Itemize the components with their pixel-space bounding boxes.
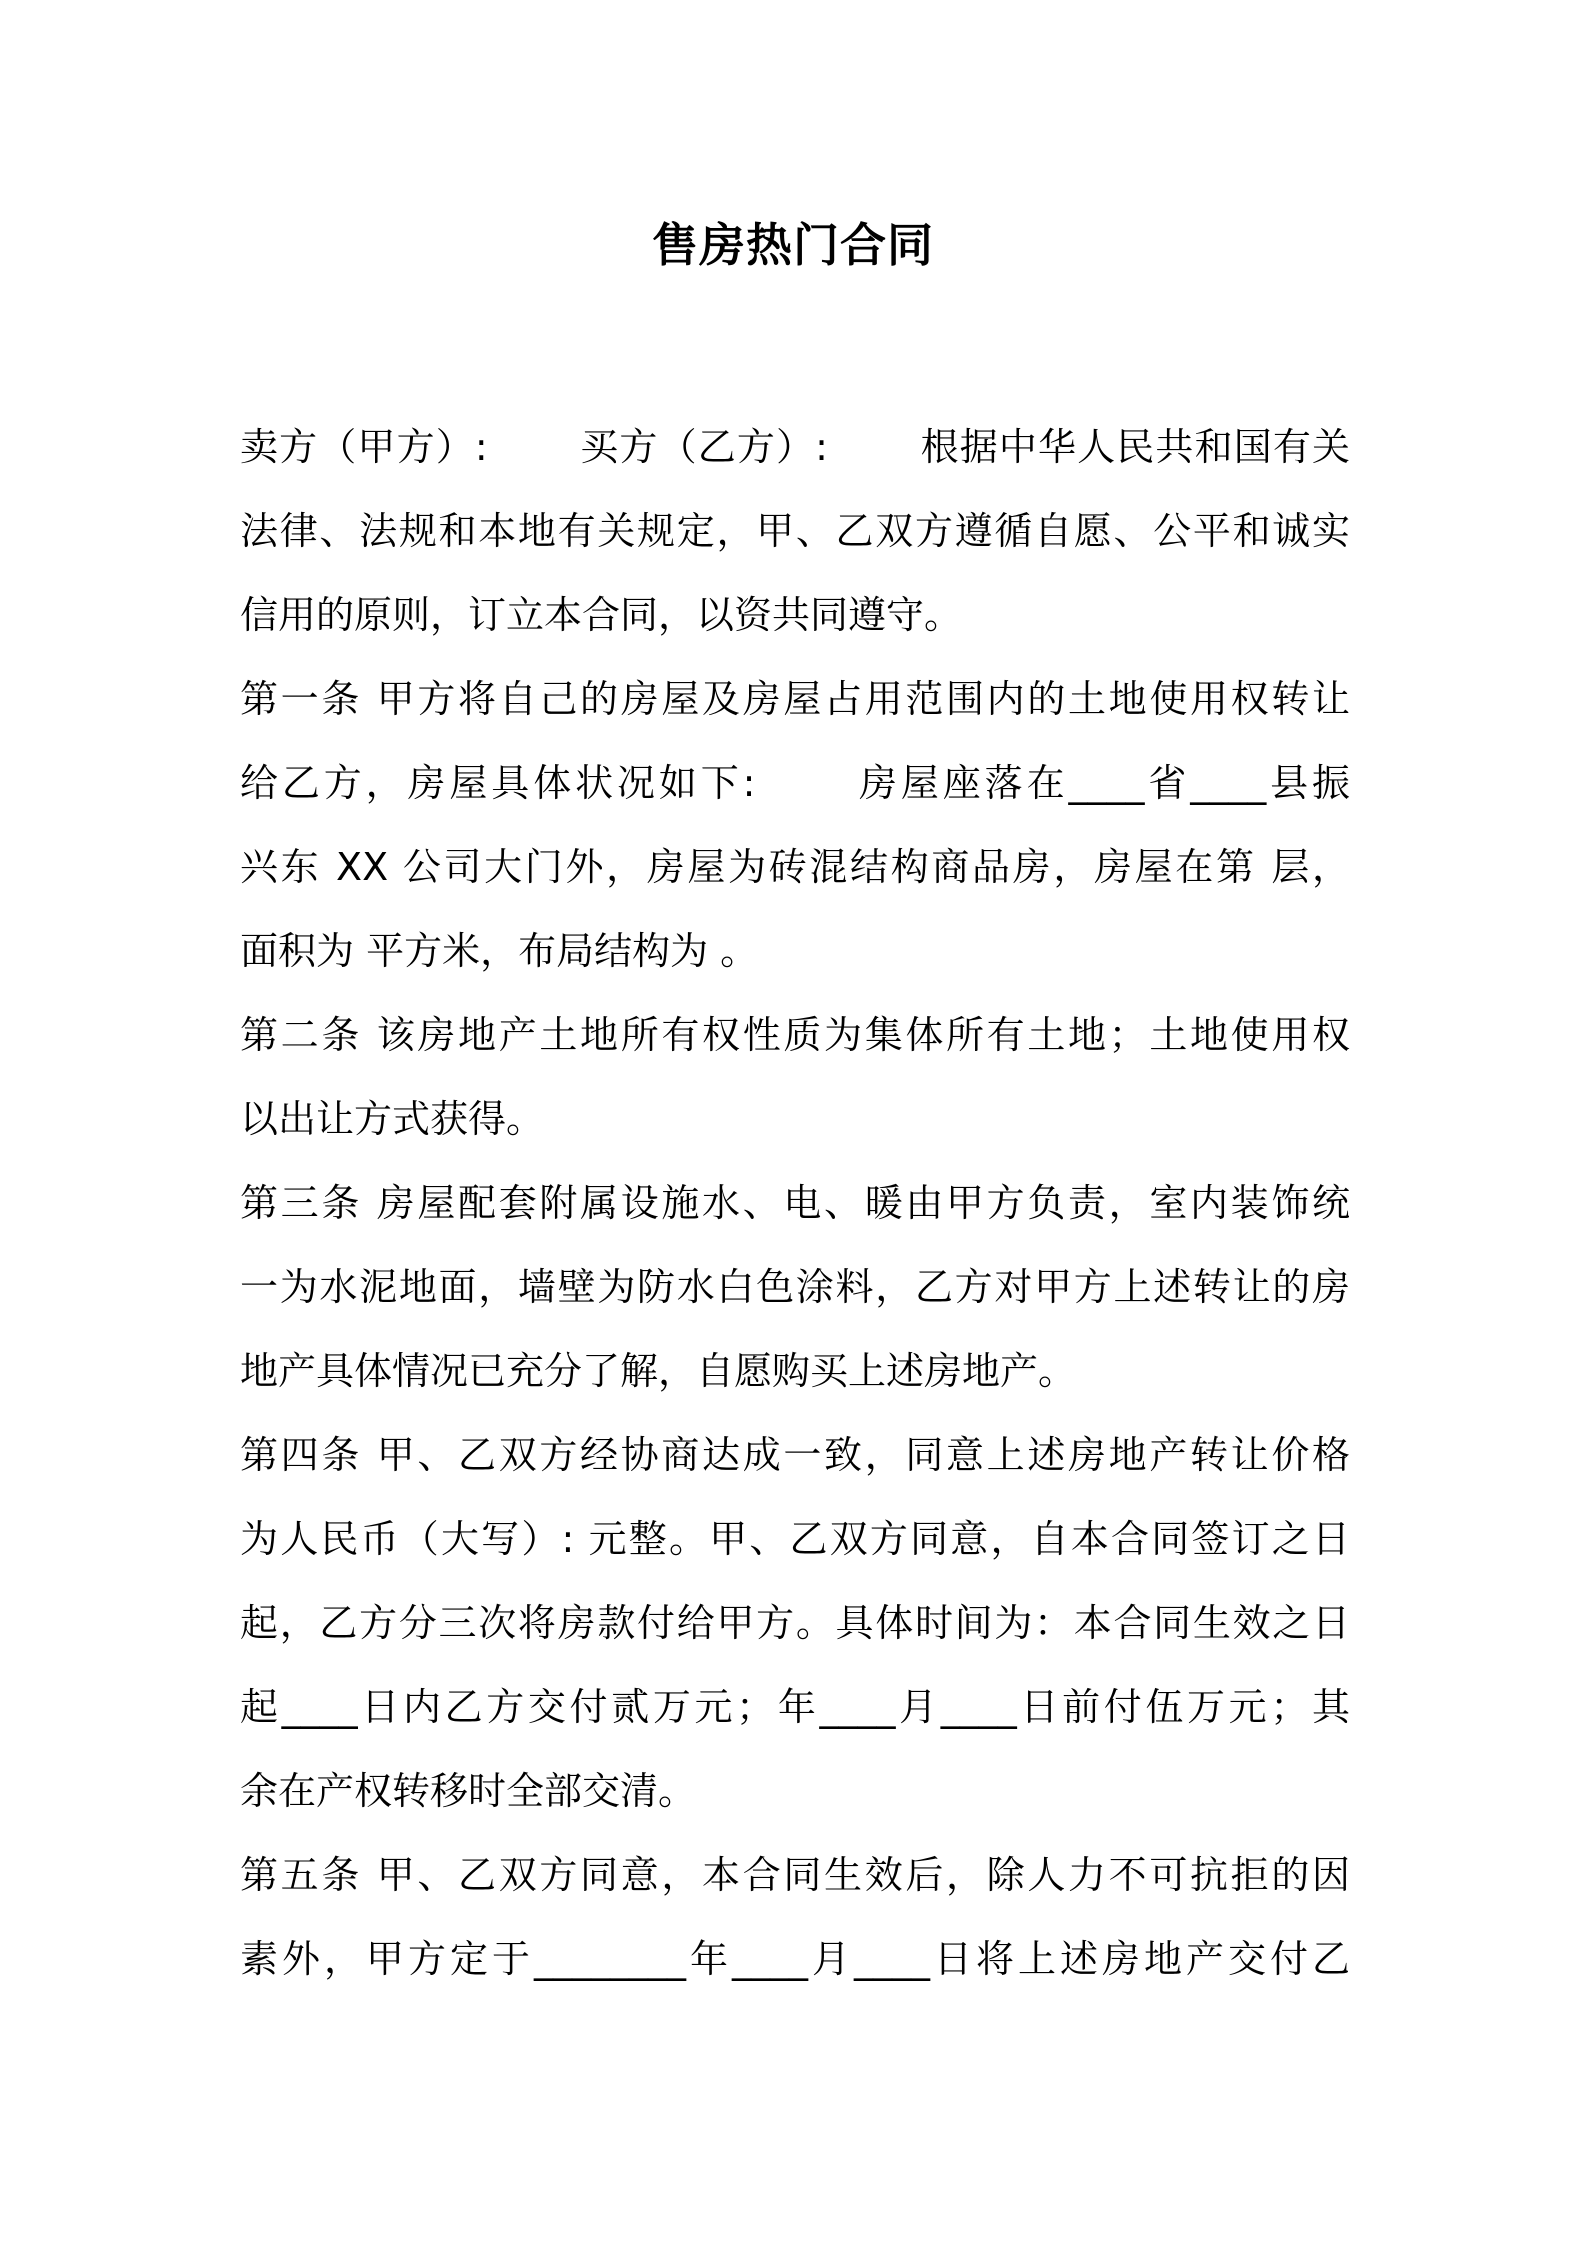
text-line: 第三条 房屋配套附属设施水、电、暖由甲方负责，室内装饰统 bbox=[240, 1181, 1350, 1225]
contract-body bbox=[240, 405, 1350, 2001]
text-line: 法律、法规和本地有关规定，甲、乙双方遵循自愿、公平和诚实 bbox=[240, 509, 1350, 553]
text-line: 第五条 甲、乙双方同意，本合同生效后，除人力不可抗拒的因 bbox=[240, 1853, 1350, 1897]
text-line: 面积为 平方米，布局结构为 。 bbox=[240, 929, 759, 973]
text-line: 兴东 XX 公司大门外，房屋为砖混结构商品房，房屋在第 层， bbox=[240, 845, 1350, 889]
text-line: 第一条 甲方将自己的房屋及房屋占用范围内的土地使用权转让 bbox=[240, 677, 1350, 721]
text-line: 以出让方式获得。 bbox=[240, 1097, 545, 1141]
text-line: 第四条 甲、乙双方经协商达成一致，同意上述房地产转让价格 bbox=[240, 1433, 1350, 1477]
text-line: 第二条 该房地产土地所有权性质为集体所有土地；土地使用权 bbox=[240, 1013, 1350, 1057]
text-line: 起____日内乙方交付贰万元；年____月____日前付伍万元；其 bbox=[240, 1685, 1350, 1729]
text-line: 地产具体情况已充分了解，自愿购买上述房地产。 bbox=[240, 1349, 1077, 1393]
text-line: 起，乙方分三次将房款付给甲方。具体时间为：本合同生效之日 bbox=[240, 1601, 1350, 1645]
text-line: 余在产权转移时全部交清。 bbox=[240, 1769, 697, 1813]
text-line: 为人民币（大写）: 元整。甲、乙双方同意，自本合同签订之日 bbox=[240, 1517, 1350, 1561]
document-title: 售房热门合同 bbox=[652, 218, 934, 272]
text-line: 信用的原则，订立本合同，以资共同遵守。 bbox=[240, 593, 963, 637]
text-line: 卖方（甲方）: 买方（乙方）: 根据中华人民共和国有关 bbox=[240, 425, 1350, 469]
text-line: 给乙方，房屋具体状况如下: 房屋座落在____省____县振 bbox=[240, 761, 1350, 805]
text-line: 素外，甲方定于________年____月____日将上述房地产交付乙 bbox=[240, 1937, 1350, 1981]
text-line: 一为水泥地面，墙壁为防水白色涂料，乙方对甲方上述转让的房 bbox=[240, 1265, 1350, 1309]
